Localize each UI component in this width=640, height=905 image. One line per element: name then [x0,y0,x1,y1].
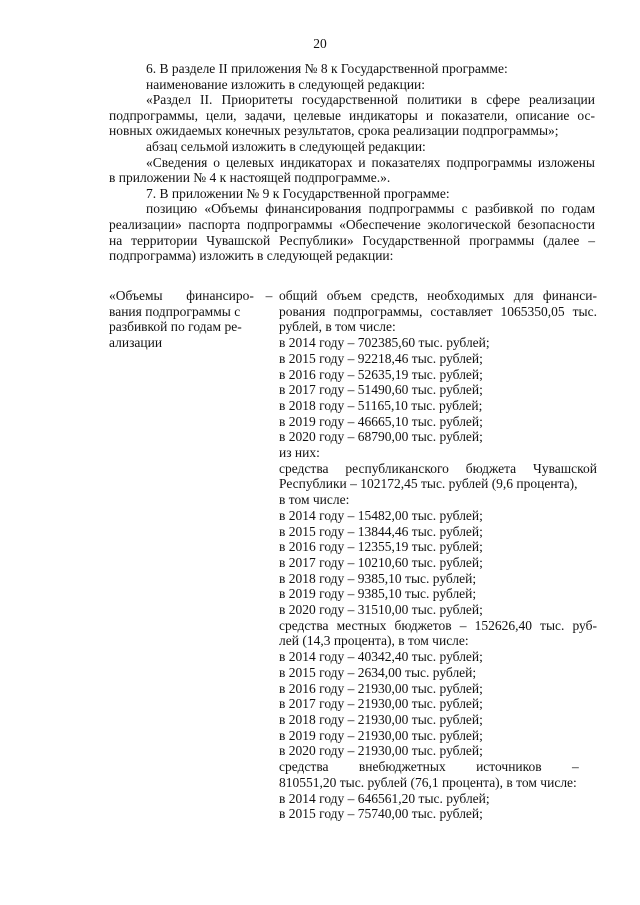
year-amount: в 2017 году – 51490,60 тыс. рублей; [279,382,483,398]
passport-label-line: ализации [109,335,163,351]
year-amount: в 2014 году – 702385,60 тыс. рублей; [279,335,490,351]
year-amount: в 2019 году – 46665,10 тыс. рублей; [279,413,483,429]
total-line: рования подпрограммы, составляет 1065350,05 тыс. [279,303,597,319]
republic-budget-line: средства республиканского бюджета Чувашской [279,460,597,476]
year-amount: в 2018 году – 9385,10 тыс. рублей; [279,570,477,586]
year-amount: в 2019 году – 21930,00 тыс. рублей; [279,727,483,743]
republic-budget-line: в том числе: [279,492,350,508]
year-amount: в 2014 году – 15482,00 тыс. рублей; [279,507,483,523]
year-amount: в 2017 году – 10210,60 тыс. рублей; [279,554,483,570]
paragraph-position-l3: на территории Чувашской Республики» Государственной программы (далее – [109,232,595,248]
year-amount: в 2016 году – 52635,19 тыс. рублей; [279,366,483,382]
paragraph-position-l4: подпрограмма) изложить в следующей редакции: [109,248,394,264]
republic-budget-line: Республики – 102172,45 тыс. рублей (9,6 процента), [279,476,578,492]
passport-label-line: вания подпрограммы с [109,303,241,319]
paragraph-item-7: 7. В приложении № 9 к Государственной программе: [146,185,450,201]
paragraph-position-l1: позицию «Объемы финансирования подпрограммы с разбивкой по годам [146,201,595,217]
year-amount: в 2018 году – 51165,10 тыс. рублей; [279,397,483,413]
local-budget-line: лей (14,3 процента), в том числе: [279,633,469,649]
paragraph-indicators-l1: «Сведения о целевых индикаторах и показателях подпрограммы изложены [146,154,595,170]
year-amount: в 2017 году – 21930,00 тыс. рублей; [279,696,483,712]
paragraph-indicators-l2: в приложении № 4 к настоящей подпрограмме.». [109,170,391,186]
year-amount: в 2015 году – 75740,00 тыс. рублей; [279,806,483,822]
year-amount: в 2015 году – 92218,46 тыс. рублей; [279,350,483,366]
paragraph-position-l2: реализации» паспорта подпрограммы «Обеспечение экологической безопасности [109,216,595,232]
page-number: 20 [313,36,327,51]
year-amount: в 2020 году – 31510,00 тыс. рублей; [279,602,483,618]
total-line: рублей, в том числе: [279,319,396,335]
year-amount: в 2014 году – 40342,40 тыс. рублей; [279,649,483,665]
paragraph-section-title-l3: новных ожидаемых конечных результатов, срока реализации подпрограммы»; [109,123,559,139]
total-line: общий объем средств, необходимых для финанси- [279,288,597,303]
passport-label-line: «Объемы финансиро- [109,288,254,303]
year-amount: в 2015 году – 2634,00 тыс. рублей; [279,664,477,680]
paragraph-item-6: 6. В разделе II приложения № 8 к Государственной программе: [146,61,508,76]
year-amount: в 2018 году – 21930,00 тыс. рублей; [279,711,483,727]
year-amount: в 2016 году – 12355,19 тыс. рублей; [279,539,483,555]
paragraph-section-title-l1: «Раздел II. Приоритеты государственной политики в сфере реализации [146,92,595,108]
paragraph-title-instruction: наименование изложить в следующей редакции: [146,76,426,92]
extrabudget-line: средства внебюджетных источников – [279,759,579,775]
year-amount: в 2020 году – 68790,00 тыс. рублей; [279,429,483,445]
local-budget-line: средства местных бюджетов – 152626,40 тыс. руб- [279,617,597,633]
of-them-label: из них: [279,445,320,461]
passport-value [279,288,597,822]
passport-dash: – [265,288,273,303]
amendment-text [109,61,595,264]
paragraph-section-title-l2: подпрограммы, цели, задачи, целевые индикаторы и показатели, описание ос- [109,107,595,123]
extrabudget-line: 810551,20 тыс. рублей (76,1 процента), в том числе: [279,774,577,790]
paragraph-seventh-instruction: абзац сельмой изложить в следующей редакции: [146,138,426,154]
year-amount: в 2016 году – 21930,00 тыс. рублей; [279,680,483,696]
passport-label [109,288,259,351]
year-amount: в 2015 году – 13844,46 тыс. рублей; [279,523,483,539]
year-amount: в 2014 году – 646561,20 тыс. рублей; [279,790,490,806]
passport-label-line: разбивкой по годам ре- [109,319,242,335]
year-amount: в 2019 году – 9385,10 тыс. рублей; [279,586,477,602]
year-amount: в 2020 году – 21930,00 тыс. рублей; [279,743,483,759]
